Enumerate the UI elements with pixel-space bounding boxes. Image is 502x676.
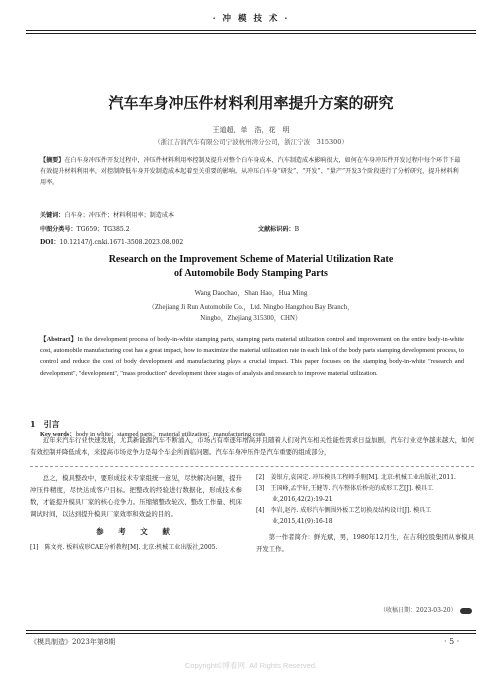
keywords-en-label: Key words： [40, 431, 76, 438]
authors-cn: 王道超，单 浩，花 明 [212, 126, 290, 134]
section-tag: · 冲 模 技 术 · [212, 14, 290, 24]
affiliation-en-line-2: Ningbo，Zhejiang 315300，CHN） [200, 315, 302, 322]
doc-code-label: 文献标识码： [258, 226, 295, 233]
intro-block [30, 418, 242, 430]
reference-item: [3] 王国峰,孟宇轩,王健等. 汽车整体后桥壳的成形工艺[J]. 模具工业,2016,42(2):19-21 [256, 485, 434, 503]
doi-label: DOI： [40, 239, 60, 246]
affiliation-en [0, 302, 502, 324]
column-divider [30, 466, 474, 467]
reference-item: [4] 李岩,赵丹. 成形汽车侧围外板工艺切换及结构设计[J]. 模具工业,2015,41(9):16-18 [256, 507, 432, 525]
doc-code [258, 224, 299, 233]
received-text: （收稿日期：2023-03-20） [380, 607, 457, 614]
affiliation-cn: （浙江吉润汽车有限公司宁波杭州湾分公司，浙江宁波 315300） [154, 138, 348, 146]
title-en-line-1: Research on the Improvement Scheme of Material Utilization Rate [108, 254, 394, 265]
conclusion-paragraph: 总之，模具整改中，要形成技术专家组统一意见，尽快解决问题，提升冲压件精度，尽快达成客户目标。把整改的经验进行数据化，形成技术参数，才能提升模具厂家的核心竞争力。压缩缩整改轮次、整改工作量、机床调试时间，以达到提升模具厂家效率和效益的目的。 [30, 474, 242, 518]
affiliation-en-line-1: （Zhejiang Ji Run Automobile Co.，Ltd. Ningbo Hangzhou Bay Branch， [148, 304, 354, 311]
keywords-cn-value: 白车身；冲压件；材料利用率；制造成本 [64, 212, 175, 219]
abstract-cn-label: 【摘要】 [40, 157, 65, 164]
reference-item: [2] 姜银方,袁国定. 冲压模具工程师手册[M]. 北京:机械工业出版社,2011. [256, 474, 456, 481]
clc-value: TG659；TG385.2 [76, 226, 130, 233]
title-en-line-2: of Automobile Body Stamping Parts [174, 268, 328, 279]
keywords-cn [40, 210, 464, 219]
section-1-heading: 1 引言 [30, 419, 60, 429]
classification-row [40, 224, 464, 233]
header-rule [26, 30, 476, 34]
references-heading: 参 考 文 献 [96, 527, 176, 536]
end-mark-icon [460, 608, 472, 614]
keywords-cn-label: 关键词： [40, 212, 65, 219]
author-bio: 第一作者简介：鲜光斌，男，1980年12月生，在吉利控股集团从事模具开发工作。 [256, 533, 474, 553]
doc-code-value: B [294, 226, 300, 233]
intro-paragraph: 近年来汽车行业快速发展，尤其新能源汽车不断涌入，市场占有率逐年增高并且随着人们对汽车相关性能性需求日益加剧，汽车行业竞争越来越大，如何有效控制并降低成本，来提高市场竞争力是每个车企所面临问题。汽车车身冲压件是汽车重要的组成部分， [30, 436, 474, 456]
doi-value[interactable]: 10.12147/j.cnki.1671-3508.2023.08.002 [59, 239, 184, 246]
article-title-cn: 汽车车身冲压件材料利用率提升方案的研究 [108, 94, 394, 112]
abstract-cn-text: 在白车身冲压件开发过程中，冲压件材料利用率控制及提升对整个白车身成本、汽车制造成本影响很大，如何在车身冲压件开发过程中每个环节下最有效提升材料利用率，对控制降低车身开发制造成本起着至关重要的影响。从冲压白车身“研发”、“开发”、“量产”开发3个阶段进行了分析研究，提升材料利用率。 [40, 157, 461, 186]
journal-issue: 《模具制造》2023年第8期 [30, 638, 116, 646]
page-number: · 5 · [444, 637, 460, 646]
right-column [256, 472, 474, 555]
abstract-en-text: In the development process of body-in-white stamping parts, stamping parts material utilization control and improvement on the entire body-in-white cost, automobile manufacturing cost has a great impact, how to maximize the material utilization rate in each link of the body parts stamping development process, to control and reduce the cost of body development and manufacturing plays a crucial impact. This paper focuses on the stamping body-in-white "research and development", "development", "mass production" development three stages of analysis and research to improve material utilization. [40, 336, 464, 377]
abstract-cn [40, 155, 464, 188]
copyright-watermark: Copyright©博看网. All Rights Reserved. [184, 661, 318, 670]
authors-en: Wang Daochao，Shan Hao，Hua Ming [194, 289, 308, 297]
reference-item: [1] 陈文亮. 板料成形CAE分析教程[M]. 北京:机械工业出版社,2005. [30, 544, 218, 551]
abstract-en-label: 【Abstract】 [40, 336, 78, 343]
received-date [380, 605, 472, 614]
footer-rule [26, 630, 476, 634]
abstract-en [40, 334, 464, 379]
doi-row [40, 237, 464, 246]
article-title-en [0, 253, 502, 281]
keywords-en-value: body in white；stamped parts；material utilization；manufacturing costs [75, 431, 266, 438]
clc-label: 中图分类号： [40, 226, 77, 233]
left-column [30, 472, 242, 553]
